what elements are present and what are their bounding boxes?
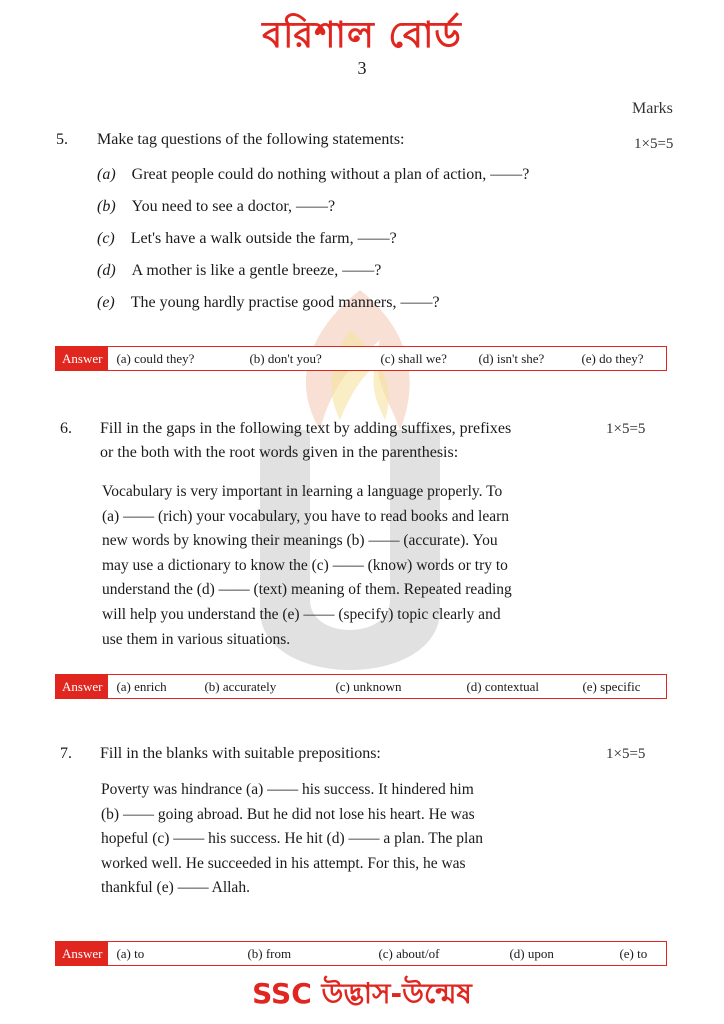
answer-items [108, 351, 666, 367]
question-6-marks: 1×5=5 [606, 421, 646, 437]
item-text: Let's have a walk outside the farm, ——? [130, 230, 397, 247]
list-item [97, 230, 397, 248]
passage-line: hopeful (c) —— his success. He hit (d) —— a plan. The plan [101, 830, 483, 848]
item-label: (a) [97, 166, 116, 183]
footer-title: SSC উদ্ভাস-উন্মেষ [252, 977, 472, 1010]
passage-line: may use a dictionary to know the (c) —— (know) words or try to [102, 556, 508, 574]
item-label: (d) [97, 262, 116, 279]
item-label: (b) [97, 198, 116, 215]
item-label: (e) [97, 294, 115, 311]
item-text: A mother is like a gentle breeze, ——? [131, 262, 382, 279]
question-7-marks: 1×5=5 [606, 746, 646, 762]
passage-line: thankful (e) —— Allah. [101, 879, 250, 897]
answer-item: (d) contextual [466, 678, 539, 694]
answer-bar-6 [55, 674, 667, 699]
answer-items [108, 679, 666, 695]
item-text: The young hardly practise good manners, ——? [130, 294, 440, 311]
question-5-text: Make tag questions of the following statements: [97, 131, 405, 148]
question-7-number: 7. [60, 745, 72, 762]
item-label: (c) [97, 230, 115, 247]
page-number: 3 [357, 58, 367, 78]
passage-line: new words by knowing their meanings (b) —— (accurate). You [102, 532, 498, 550]
answer-item: (e) to [619, 945, 648, 961]
answer-items [108, 946, 666, 962]
passage-line: will help you understand the (e) —— (specify) topic clearly and [102, 605, 501, 623]
answer-item: (b) from [247, 945, 292, 961]
passage-line: (b) —— going abroad. But he did not lose his heart. He was [101, 805, 475, 823]
question-6-number: 6. [60, 420, 72, 437]
answer-item: (b) accurately [204, 678, 277, 694]
question-5-marks: 1×5=5 [634, 136, 674, 152]
list-item [97, 166, 529, 184]
passage-line: understand the (d) —— (text) meaning of them. Repeated reading [102, 581, 512, 599]
answer-item: (e) specific [582, 678, 641, 694]
answer-item: (a) to [116, 945, 145, 961]
list-item [97, 198, 335, 216]
answer-item: (c) unknown [335, 678, 402, 694]
answer-item: (d) upon [509, 945, 554, 961]
answer-item: (d) isn't she? [478, 350, 545, 366]
answer-tag: Answer [56, 347, 108, 370]
answer-tag: Answer [56, 675, 108, 698]
passage-6 [102, 480, 574, 652]
board-title: বরিশাল বোর্ড [262, 15, 462, 56]
question-5-number: 5. [56, 131, 68, 148]
list-item [97, 294, 440, 312]
answer-item: (b) don't you? [249, 350, 322, 366]
passage-line: (a) —— (rich) your vocabulary, you have to read books and learn [102, 507, 510, 525]
item-text: You need to see a doctor, ——? [131, 198, 336, 215]
marks-heading: Marks [632, 100, 673, 117]
answer-bar-7 [55, 941, 667, 966]
answer-bar-5 [55, 346, 667, 371]
question-7-text: Fill in the blanks with suitable prepositions: [100, 745, 381, 762]
passage-line: worked well. He succeeded in his attempt. For this, he was [101, 854, 466, 872]
passage-line: Poverty was hindrance (a) —— his success. It hindered him [101, 781, 474, 798]
passage-7 [101, 778, 574, 901]
answer-item: (c) shall we? [380, 350, 447, 366]
question-6-text-line-1: Fill in the gaps in the following text by adding suffixes, prefixes [100, 420, 512, 437]
passage-line: Vocabulary is very important in learning a language properly. To [102, 483, 503, 500]
item-text: Great people could do nothing without a plan of action, ——? [131, 166, 530, 183]
answer-tag: Answer [56, 942, 108, 965]
question-6-text-line-2: or the both with the root words given in the parenthesis: [100, 444, 459, 461]
answer-item: (e) do they? [581, 350, 644, 366]
answer-item: (c) about/of [378, 945, 440, 961]
answer-item: (a) enrich [116, 678, 167, 694]
answer-item: (a) could they? [116, 350, 195, 366]
list-item [97, 262, 381, 280]
passage-line: use them in various situations. [102, 630, 291, 648]
